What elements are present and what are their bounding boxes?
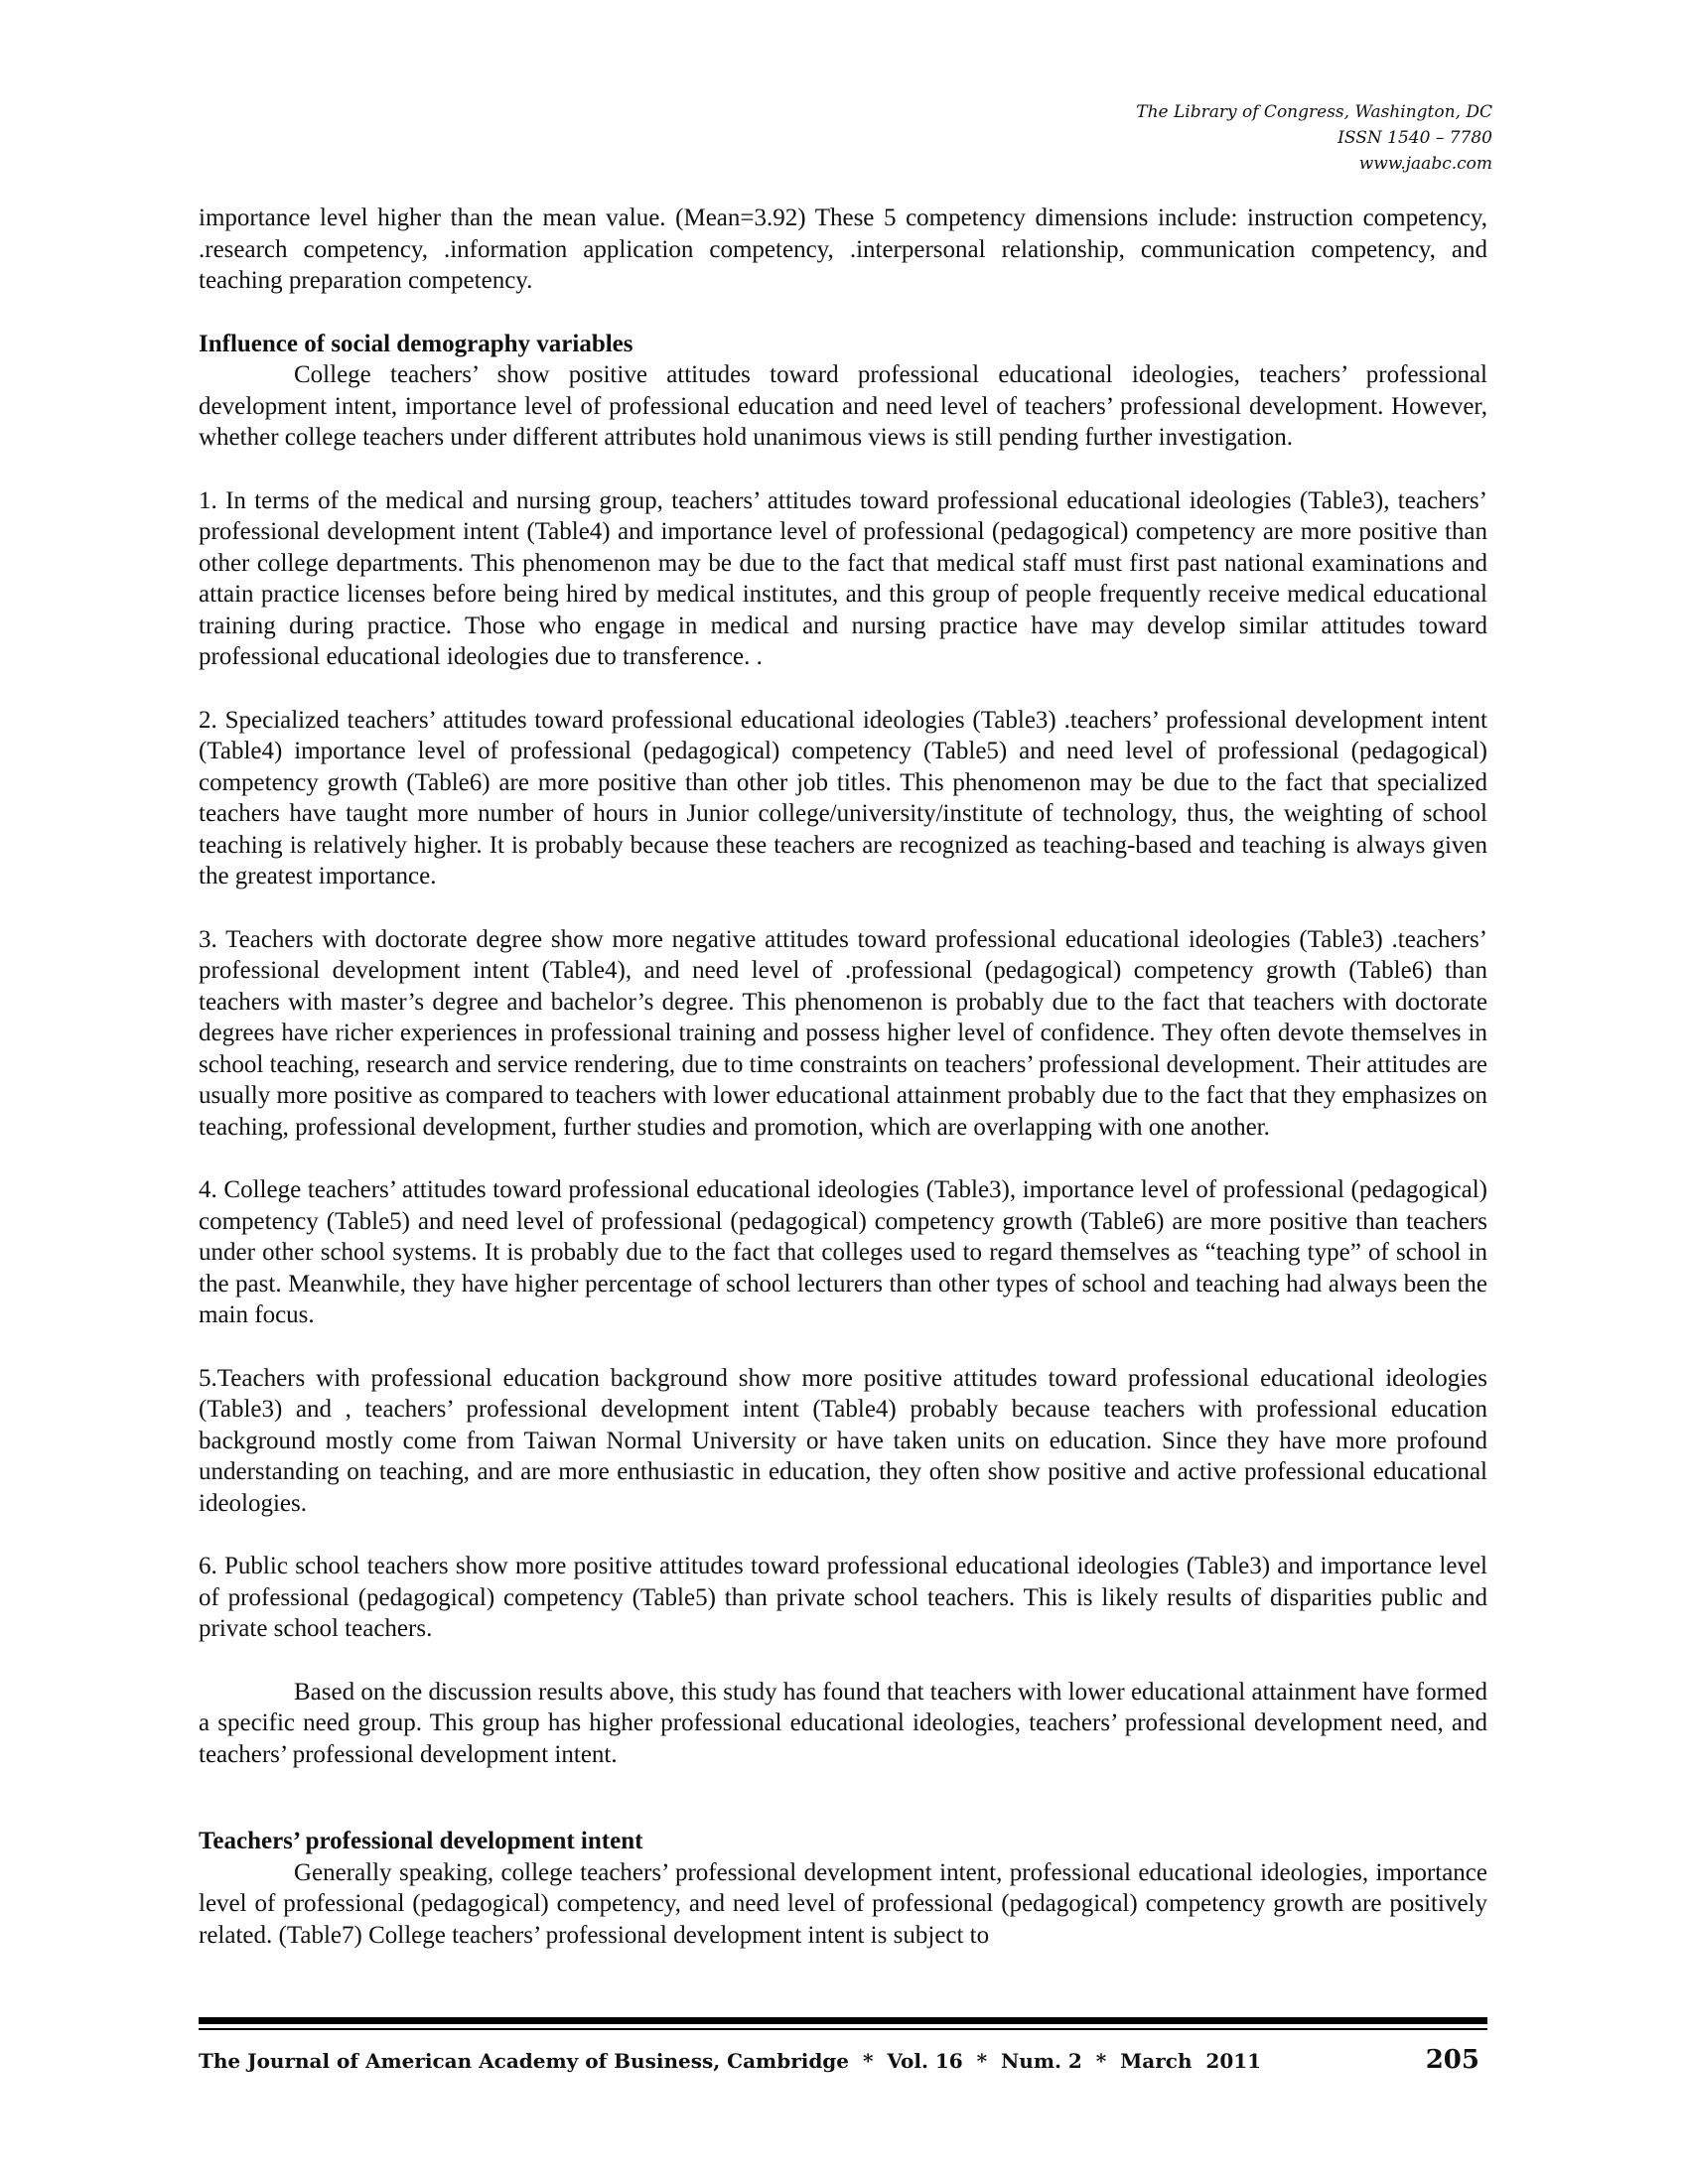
footer-rule-thick [199, 2017, 1487, 2024]
paragraph-summary: Based on the discussion results above, this study has found that teachers with lower educational attainment have formed a specific need group. This group has higher professional educational ideologies, teachers’ professional development need, and teachers’ professional development intent. [199, 1678, 1487, 1768]
paragraph-point-6: 6. Public school teachers show more positive attitudes toward professional educational ideologies (Table3) and importance level of professional (pedagogical) competency (Table5) than private school teachers. This is likely results of disparities public and private school teachers. [199, 1553, 1487, 1642]
footer-journal-citation: The Journal of American Academy of Business, Cambridge * Vol. 16 * Num. 2 * March 2011 [199, 2049, 1262, 2073]
paragraph-point-4: 4. College teachers’ attitudes toward professional educational ideologies (Table3), importance level of professional (pedagogical) competency (Table5) and need level of professional (pedagogical) competency growth (Table6) are more positive than teachers under other school systems. It is probably due to the fact that colleges used to regard themselves as “teaching type” of school in the past. Meanwhile, they have higher percentage of school lecturers than other types of school and teaching had always been the main focus. [199, 1176, 1487, 1328]
article-body [199, 203, 1487, 1951]
paragraph-point-3: 3. Teachers with doctorate degree show more negative attitudes toward professional educational ideologies (Table3) .teachers’ professional development intent (Table4), and need level of .professional (pedagogical) competency growth (Table6) than teachers with master’s degree and bachelor’s degree. This phenomenon is probably due to the fact that teachers with doctorate degrees have richer experiences in professional training and possess higher level of confidence. They often devote themselves in school teaching, research and service rendering, due to time constraints on teachers’ professional development. Their attitudes are usually more positive as compared to teachers with lower educational attainment probably due to the fact that they emphasizes on teaching, professional development, further studies and promotion, which are overlapping with one another. [199, 925, 1487, 1141]
paragraph-social: College teachers’ show positive attitudes toward professional educational ideologies, teachers’ professional development intent, importance level of professional education and need level of teachers’ professional development. However, whether college teachers under different attributes hold unanimous views is still pending further investigation. [199, 361, 1487, 451]
footer-rule-thin [199, 2028, 1487, 2030]
section-heading-development-intent: Teachers’ professional development intent [199, 1828, 643, 1854]
paragraph-development-intent: Generally speaking, college teachers’ professional development intent, professional educational ideologies, importance level of professional (pedagogical) competency, and need level of professional (pedagogical) competency growth are positively related. (Table7) College teachers’ professional development intent is subject to [199, 1858, 1487, 1949]
paragraph-intro: importance level higher than the mean value. (Mean=3.92) These 5 competency dimensions include: instruction competency, .research competency, .information application competency, .interpersonal relationship, communication competency, and teaching preparation competency. [199, 205, 1487, 294]
paragraph-point-2: 2. Specialized teachers’ attitudes toward professional educational ideologies (Table3) .teachers’ professional development intent (Table4) importance level of professional (pedagogical) competency (Table5) and need level of professional (pedagogical) competency growth (Table6) are more positive than other job titles. This phenomenon may be due to the fact that specialized teachers have taught more number of hours in Junior college/university/institute of technology, thus, the weighting of school teaching is relatively higher. It is probably because these teachers are recognized as teaching-based and teaching is always given the greatest importance. [199, 706, 1487, 889]
paragraph-point-5: 5.Teachers with professional education background show more positive attitudes toward professional educational ideologies (Table3) and , teachers’ professional development intent (Table4) probably because teachers with professional education background mostly come from Taiwan Normal University or have taken units on education. Since they have more profound understanding on teaching, and are more enthusiastic in education, they often show positive and active professional educational ideologies. [199, 1364, 1487, 1517]
header-issn: ISSN 1540 – 7780 [1337, 128, 1492, 148]
running-header [1136, 99, 1492, 177]
page-number: 205 [1425, 2045, 1479, 2075]
header-website: www.jaabc.com [1358, 154, 1492, 174]
section-heading-social-demography: Influence of social demography variables [199, 330, 633, 357]
header-library: The Library of Congress, Washington, DC [1136, 102, 1492, 122]
paragraph-point-1: 1. In terms of the medical and nursing group, teachers’ attitudes toward professional educational ideologies (Table3), teachers’ professional development intent (Table4) and importance level of professional (pedagogical) competency are more positive than other college departments. This phenomenon may be due to the fact that medical staff must first past national examinations and attain practice licenses before being hired by medical institutes, and this group of people frequently receive medical educational training during practice. Those who engage in medical and nursing practice have may develop similar attitudes toward professional educational ideologies due to transference. . [199, 486, 1487, 670]
